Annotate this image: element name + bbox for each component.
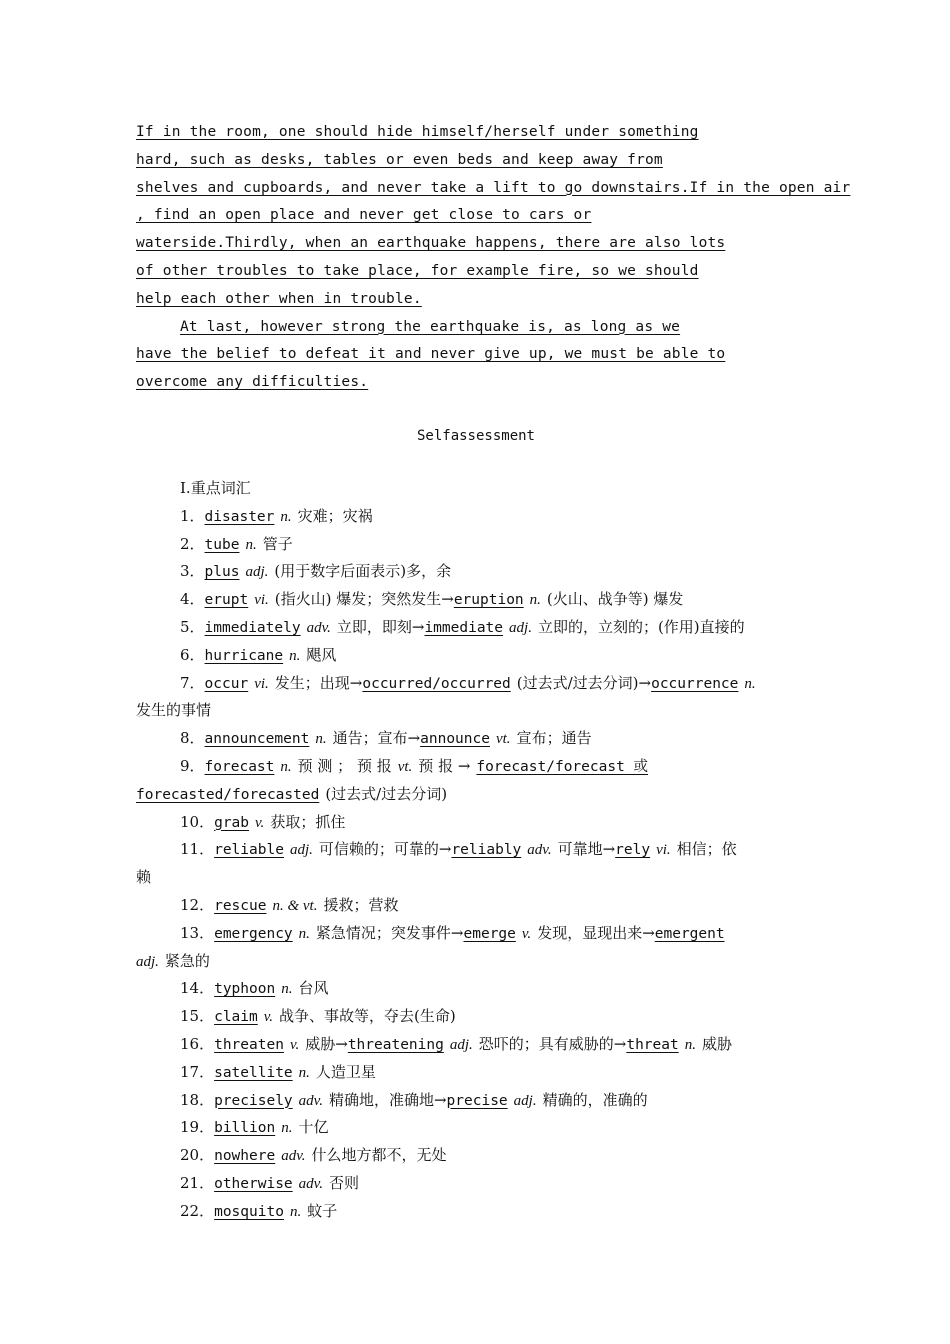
vocab-item: [136, 670, 816, 698]
vocab-word: rescue: [214, 897, 267, 914]
vocab-heading: Ⅰ.重点词汇: [180, 478, 251, 497]
part-of-speech: adv.: [298, 1175, 323, 1192]
vocab-item: [136, 975, 816, 1003]
part-of-speech: adv.: [527, 842, 552, 859]
part-of-speech: n.: [315, 731, 327, 748]
word-meaning: 通告；宣布→: [332, 729, 421, 748]
related-word: threat: [626, 1036, 679, 1053]
word-meaning: 战争、事故等，夺去(生命): [279, 1007, 456, 1026]
word-meaning: 紧急的: [164, 951, 210, 970]
vocab-item: [136, 1087, 816, 1115]
vocab-item: [136, 614, 816, 642]
word-meaning: (指火山) 爆发；突然发生→: [274, 590, 454, 609]
vocab-word: disaster: [204, 508, 275, 525]
vocab-item: [136, 892, 816, 920]
word-meaning: 可信赖的；可靠的→: [318, 840, 452, 859]
vocab-word: erupt: [204, 592, 249, 609]
part-of-speech: adv.: [298, 1092, 323, 1109]
item-number: 13．: [180, 923, 215, 942]
related-word: reliably: [451, 842, 522, 859]
essay-line: waterside.Thirdly, when an earthquake happens, there are also lots: [136, 235, 726, 252]
part-of-speech: vi.: [254, 592, 269, 609]
word-meaning: 管子: [262, 534, 293, 553]
related-word: emergent: [654, 925, 725, 942]
vocab-word: occur: [204, 675, 249, 692]
part-of-speech: adj.: [513, 1092, 537, 1109]
related-word: precise: [446, 1092, 508, 1109]
word-meaning: 相信；依: [676, 840, 737, 859]
vocab-word: typhoon: [214, 981, 276, 998]
word-meaning: 精确的，准确的: [542, 1090, 648, 1109]
part-of-speech: n.: [281, 1120, 293, 1137]
related-word: occurred/occurred: [362, 675, 511, 692]
item-number: 10．: [180, 812, 215, 831]
word-meaning: 精确地，准确地→: [328, 1090, 447, 1109]
vocab-list: [136, 475, 816, 1226]
vocab-word: mosquito: [214, 1203, 284, 1220]
vocab-word: hurricane: [204, 647, 284, 664]
word-meaning: 援救；营救: [323, 895, 399, 914]
part-of-speech: n.: [298, 925, 310, 942]
vocab-item: [136, 1059, 816, 1087]
word-meaning: 人造卫星: [315, 1062, 376, 1081]
vocab-word: tube: [204, 536, 240, 553]
vocab-word: satellite: [214, 1064, 293, 1081]
essay-line: of other troubles to take place, for example fire, so we should: [136, 262, 699, 279]
vocab-item: [136, 920, 816, 948]
part-of-speech: adj.: [136, 953, 159, 970]
word-meaning: 威胁→: [305, 1034, 348, 1053]
part-of-speech: n.: [684, 1036, 696, 1053]
word-meaning: (过去式/过去分词): [325, 784, 448, 803]
vocab-item: [136, 642, 816, 670]
item-number: 18．: [180, 1090, 215, 1109]
vocab-word: announcement: [204, 731, 310, 748]
part-of-speech: vi.: [254, 675, 269, 692]
vocab-word: grab: [214, 814, 250, 831]
part-of-speech: v.: [263, 1009, 274, 1026]
vocab-item-continued: [136, 864, 816, 892]
vocab-item: [136, 586, 816, 614]
item-number: 17．: [180, 1062, 215, 1081]
item-number: 6．: [180, 645, 205, 664]
word-meaning: 否则: [328, 1173, 359, 1192]
related-word: immediate: [424, 619, 504, 636]
word-meaning: 灾难；灾祸: [297, 506, 373, 525]
part-of-speech: v.: [255, 814, 265, 831]
part-of-speech: n.: [280, 758, 292, 775]
item-number: 7．: [180, 673, 205, 692]
word-meaning: 威胁: [701, 1034, 732, 1053]
essay-line: overcome any difficulties.: [136, 374, 369, 391]
word-meaning: (过去式/过去分词)→: [516, 673, 652, 692]
part-of-speech: n.: [744, 675, 756, 692]
item-number: 22．: [180, 1201, 215, 1220]
related-word: eruption: [453, 592, 524, 609]
part-of-speech: n.: [280, 508, 292, 525]
vocab-item: [136, 558, 816, 586]
part-of-speech: adv.: [281, 1148, 306, 1165]
vocab-word: otherwise: [214, 1175, 293, 1192]
item-number: 8．: [180, 729, 205, 748]
part-of-speech: adj.: [509, 619, 532, 636]
item-number: 5．: [180, 617, 205, 636]
vocab-item: [136, 503, 816, 531]
part-of-speech: adj.: [245, 564, 269, 581]
vocab-item: [136, 1003, 816, 1031]
item-number: 4．: [180, 590, 205, 609]
part-of-speech: n.: [281, 981, 293, 998]
vocab-word: nowhere: [214, 1148, 276, 1165]
vocab-item-continued: [136, 697, 816, 725]
essay-line: hard, such as desks, tables or even beds and keep away from: [136, 151, 663, 168]
word-meaning: 可靠地→: [557, 840, 616, 859]
vocab-word: plus: [204, 564, 240, 581]
essay-text: [136, 119, 851, 397]
item-number: 19．: [180, 1118, 215, 1137]
vocab-word: reliable: [214, 842, 284, 859]
part-of-speech: n.: [289, 1203, 302, 1220]
document-page: [136, 119, 851, 1225]
part-of-speech: v.: [521, 925, 532, 942]
part-of-speech: vt.: [495, 731, 511, 748]
part-of-speech: adv.: [306, 619, 331, 636]
part-of-speech: n.: [245, 536, 257, 553]
word-meaning: 赖: [136, 868, 152, 887]
word-meaning: 宣布；通告: [516, 729, 592, 748]
part-of-speech: adj.: [289, 842, 313, 859]
word-meaning: 发现，显现出来→: [537, 923, 655, 942]
vocab-word: immediately: [204, 619, 301, 636]
word-meaning: 什么地方都不，无处: [311, 1146, 447, 1165]
vocab-word: emergency: [214, 925, 293, 942]
word-meaning: 蚊子: [307, 1201, 338, 1220]
vocab-item: [136, 836, 816, 864]
vocab-word: claim: [214, 1009, 258, 1026]
essay-line: At last, however strong the earthquake is, as long as we: [180, 318, 681, 335]
vocab-word: precisely: [214, 1092, 293, 1109]
related-word: announce: [420, 731, 490, 748]
word-meaning: 获取；抓住: [270, 812, 346, 831]
vocab-item: [136, 1031, 816, 1059]
vocab-item: [136, 1170, 816, 1198]
word-meaning: (用于数字后面表示)多，余: [274, 562, 452, 581]
essay-line: If in the room, one should hide himself/herself under something: [136, 124, 699, 140]
related-word: emerge: [463, 925, 516, 942]
word-meaning: 发生；出现→: [274, 673, 363, 692]
word-meaning: 恐吓的；具有威胁的→: [478, 1034, 627, 1053]
part-of-speech: n. & vt.: [272, 897, 318, 914]
vocab-word: forecast: [204, 758, 275, 775]
vocab-item: [136, 1142, 816, 1170]
item-number: 20．: [180, 1146, 215, 1165]
essay-line: shelves and cupboards, and never take a lift to go downstairs.If in the open air: [136, 179, 851, 196]
word-meaning: 发生的事情: [136, 701, 212, 720]
word-meaning: 预 报 →: [418, 756, 471, 775]
item-number: 12．: [180, 895, 215, 914]
part-of-speech: n.: [298, 1064, 310, 1081]
related-word: occurrence: [651, 675, 739, 692]
vocab-item: [136, 753, 816, 781]
vocab-item: [136, 809, 816, 837]
item-number: 1．: [180, 506, 205, 525]
related-word: forecast/forecast 或: [476, 758, 649, 775]
vocab-item: [136, 531, 816, 559]
related-word: threatening: [347, 1036, 444, 1053]
item-number: 3．: [180, 562, 205, 581]
part-of-speech: n.: [289, 647, 301, 664]
word-meaning: 立即，即刻→: [336, 617, 425, 636]
word-meaning: 台风: [298, 979, 329, 998]
word-meaning: 十亿: [298, 1118, 329, 1137]
vocab-word: threaten: [214, 1036, 284, 1053]
vocab-item: [136, 725, 816, 753]
part-of-speech: vi.: [656, 842, 671, 859]
item-number: 15．: [180, 1007, 215, 1026]
item-number: 11．: [180, 840, 215, 859]
item-number: 14．: [180, 979, 215, 998]
essay-line: have the belief to defeat it and never give up, we must be able to: [136, 346, 726, 363]
part-of-speech: adj.: [449, 1036, 473, 1053]
essay-line: , find an open place and never get close to cars or: [136, 207, 592, 224]
word-meaning: (火山、战争等) 爆发: [546, 590, 684, 609]
word-meaning: 飓风: [306, 645, 337, 664]
section-title: Selfassessment: [416, 427, 535, 444]
vocab-item: [136, 1198, 816, 1226]
vocab-word: billion: [214, 1120, 276, 1137]
vocab-item: [136, 1114, 816, 1142]
item-number: 16．: [180, 1034, 215, 1053]
item-number: 2．: [180, 534, 205, 553]
item-number: 9．: [180, 756, 205, 775]
word-meaning: 立即的，立刻的；(作用)直接的: [537, 617, 745, 636]
part-of-speech: vt.: [397, 758, 413, 775]
related-word: rely: [615, 842, 651, 859]
part-of-speech: v.: [289, 1036, 300, 1053]
essay-line: help each other when in trouble.: [136, 290, 422, 307]
related-word: forecasted/forecasted: [136, 786, 320, 803]
vocab-item-continued: [136, 781, 816, 809]
vocab-item-continued: [136, 948, 816, 976]
word-meaning: 预 测 ； 预 报: [297, 756, 392, 775]
word-meaning: 紧急情况；突发事件→: [315, 923, 464, 942]
part-of-speech: n.: [529, 592, 541, 609]
item-number: 21．: [180, 1173, 215, 1192]
